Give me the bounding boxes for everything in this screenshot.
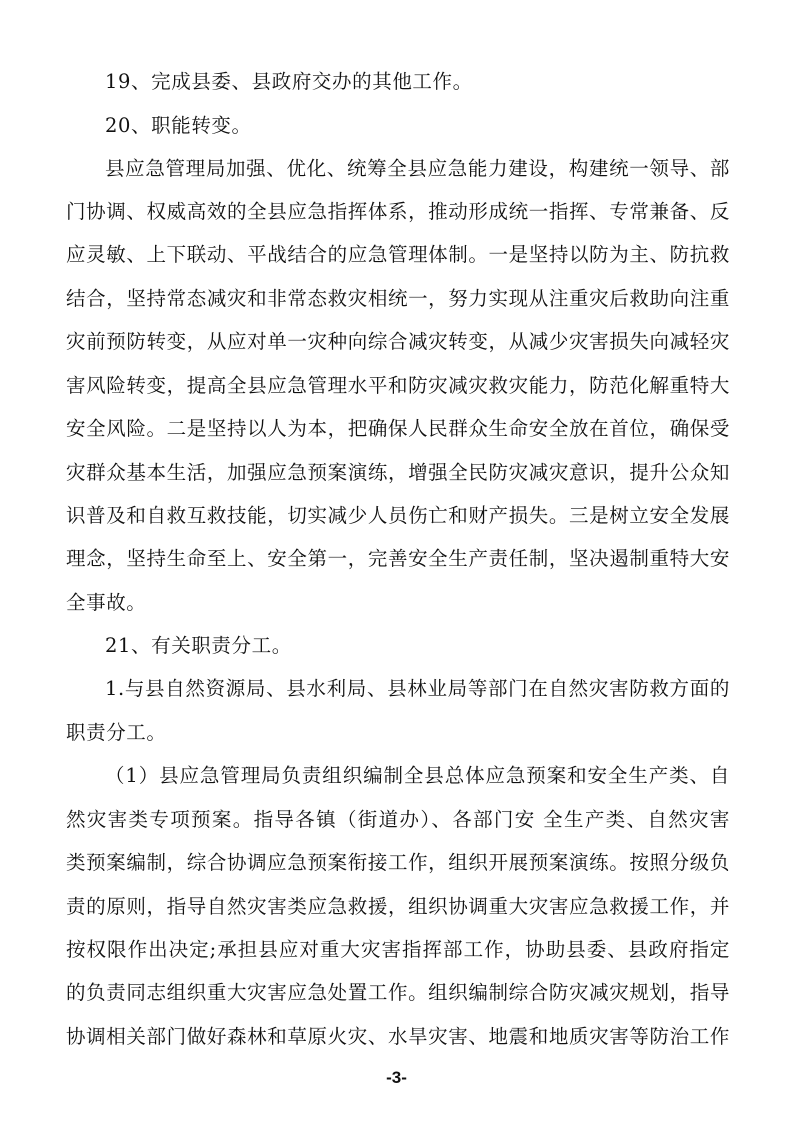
text-line: 类预案编制，综合协调应急预案衔接工作，组织开展预案演练。按照分级负 bbox=[66, 851, 730, 874]
text-line: 1.与县自然资源局、县水利局、县林业局等部门在自然灾害防救方面的 bbox=[105, 677, 730, 700]
text-line: 理念，坚持生命至上、安全第一，完善安全生产责任制，坚决遏制重特大安 bbox=[66, 547, 730, 570]
text-line: 责的原则，指导自然灾害类应急救援，组织协调重大灾害应急救援工作，并 bbox=[66, 895, 730, 918]
text-line: （1）县应急管理局负责组织编制全县总体应急预案和安全生产类、自 bbox=[105, 764, 730, 787]
text-line: 应灵敏、上下联动、平战结合的应急管理体制。一是坚持以防为主、防抗救 bbox=[66, 243, 730, 266]
text-line: 然灾害类专项预案。指导各镇（街道办）、各部门安 全生产类、自然灾害 bbox=[66, 808, 730, 831]
text-line: 全事故。 bbox=[66, 591, 147, 614]
text-line: 灾前预防转变，从应对单一灾种向综合减灾转变，从减少灾害损失向减轻灾 bbox=[66, 330, 730, 353]
text-line: 害风险转变，提高全县应急管理水平和防灾减灾救灾能力，防范化解重特大 bbox=[66, 374, 730, 397]
text-line: 安全风险。二是坚持以人为本，把确保人民群众生命安全放在首位，确保受 bbox=[66, 417, 730, 440]
text-line: 结合，坚持常态减灾和非常态救灾相统一，努力实现从注重灾后救助向注重 bbox=[66, 287, 730, 310]
text-line: 19、完成县委、县政府交办的其他工作。 bbox=[105, 70, 473, 93]
text-line: 按权限作出决定;承担县应对重大灾害指挥部工作，协助县委、县政府指定 bbox=[66, 938, 730, 961]
text-line: 协调相关部门做好森林和草原火灾、水旱灾害、地震和地质灾害等防治工作 bbox=[66, 1025, 730, 1048]
page-number: -3- bbox=[386, 1068, 407, 1087]
text-line: 20、职能转变。 bbox=[105, 114, 252, 137]
text-line: 21、有关职责分工。 bbox=[105, 634, 292, 657]
text-line: 的负责同志组织重大灾害应急处置工作。组织编制综合防灾减灾规划，指导 bbox=[66, 981, 730, 1004]
text-line: 职责分工。 bbox=[66, 721, 167, 744]
text-line: 门协调、权威高效的全县应急指挥体系，推动形成统一指挥、专常兼备、反 bbox=[66, 200, 730, 223]
text-line: 灾群众基本生活，加强应急预案演练，增强全民防灾减灾意识，提升公众知 bbox=[66, 461, 730, 484]
text-line: 县应急管理局加强、优化、统筹全县应急能力建设，构建统一领导、部 bbox=[105, 157, 730, 180]
text-line: 识普及和自救互救技能，切实减少人员伤亡和财产损失。三是树立安全发展 bbox=[66, 504, 730, 527]
